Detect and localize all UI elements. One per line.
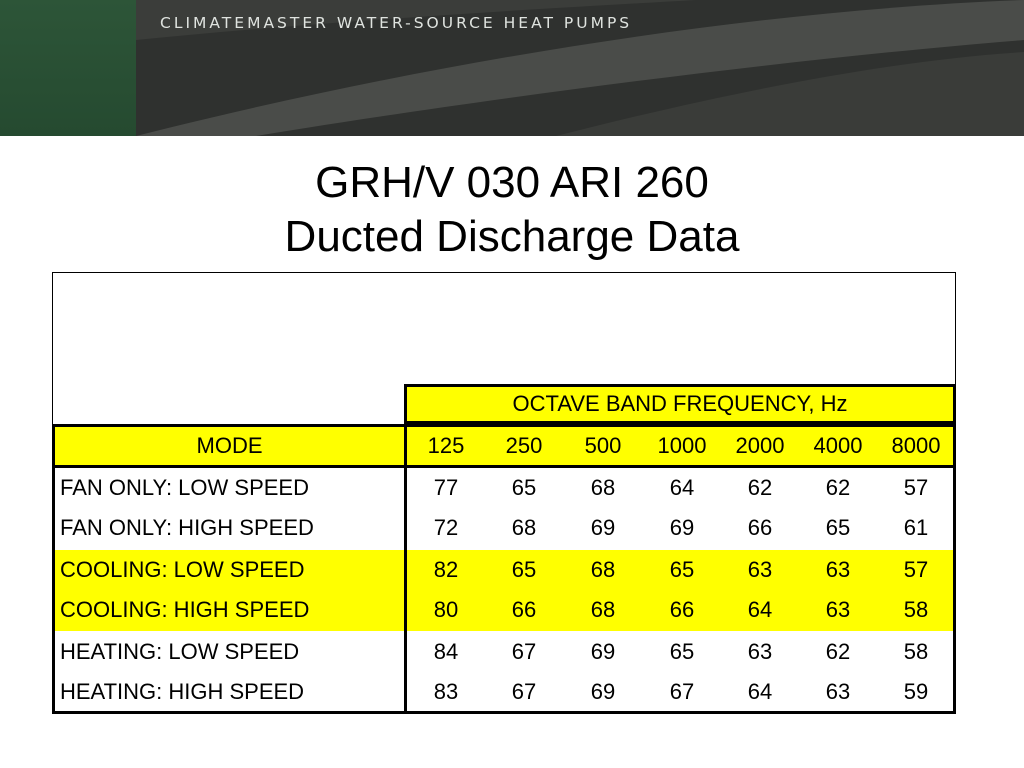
- table-right-border: [953, 384, 956, 714]
- value-cell: 63: [825, 557, 851, 582]
- frequency-header-cell: 8000: [891, 433, 941, 458]
- value-cell: 63: [747, 639, 773, 664]
- value-cell: 68: [590, 557, 616, 582]
- mode-label: FAN ONLY: HIGH SPEED: [60, 515, 314, 540]
- value-cell: 63: [825, 597, 851, 622]
- value-cell: 69: [590, 639, 616, 664]
- value-cell: 72: [433, 515, 459, 540]
- banner-company-text: CLIMATEMASTER WATER-SOURCE HEAT PUMPS: [160, 14, 633, 32]
- value-cell: 65: [669, 557, 695, 582]
- value-cell: 58: [903, 597, 929, 622]
- value-cell: 65: [511, 475, 537, 500]
- banner-green-block: [0, 0, 136, 136]
- value-cell: 66: [747, 515, 773, 540]
- value-cell: 64: [747, 679, 773, 704]
- mode-label: HEATING: HIGH SPEED: [60, 679, 305, 704]
- value-cell: 57: [903, 557, 929, 582]
- value-cell: 64: [669, 475, 695, 500]
- value-cell: 67: [669, 679, 695, 704]
- value-cell: 66: [511, 597, 537, 622]
- value-cell: 64: [747, 597, 773, 622]
- value-cell: 59: [903, 679, 929, 704]
- value-cell: 83: [433, 679, 459, 704]
- value-cell: 65: [669, 639, 695, 664]
- frequency-header-cell: 2000: [735, 433, 785, 458]
- frequency-header-cell: 250: [505, 433, 543, 458]
- value-cell: 77: [433, 475, 459, 500]
- mode-column-divider: [404, 424, 407, 714]
- mode-header: MODE: [196, 433, 263, 458]
- value-cell: 57: [903, 475, 929, 500]
- value-cell: 69: [590, 515, 616, 540]
- frequency-header-cell: 500: [584, 433, 622, 458]
- value-cell: 65: [511, 557, 537, 582]
- value-cell: 84: [433, 639, 459, 664]
- title-line-2: Ducted Discharge Data: [284, 212, 740, 261]
- frequency-group-header-text: OCTAVE BAND FREQUENCY, Hz: [512, 391, 848, 416]
- value-cell: 82: [433, 557, 459, 582]
- mode-label: FAN ONLY: LOW SPEED: [60, 475, 309, 500]
- value-cell: 58: [903, 639, 929, 664]
- frequency-header-cell: 1000: [657, 433, 707, 458]
- mode-label: COOLING: HIGH SPEED: [60, 597, 310, 622]
- value-cell: 80: [433, 597, 459, 622]
- frequency-header-cell: 4000: [813, 433, 863, 458]
- value-cell: 67: [511, 639, 537, 664]
- value-cell: 62: [825, 475, 851, 500]
- mode-label: HEATING: LOW SPEED: [60, 639, 300, 664]
- value-cell: 66: [669, 597, 695, 622]
- header-banner: [0, 0, 1024, 136]
- value-cell: 61: [903, 515, 929, 540]
- value-cell: 63: [747, 557, 773, 582]
- value-cell: 67: [511, 679, 537, 704]
- page-title: [0, 156, 1024, 264]
- value-cell: 68: [511, 515, 537, 540]
- value-cell: 68: [590, 597, 616, 622]
- value-cell: 63: [825, 679, 851, 704]
- value-cell: 65: [825, 515, 851, 540]
- value-cell: 62: [747, 475, 773, 500]
- value-cell: 62: [825, 639, 851, 664]
- frequency-header-cell: 125: [427, 433, 465, 458]
- mode-label: COOLING: LOW SPEED: [60, 557, 305, 582]
- value-cell: 69: [669, 515, 695, 540]
- title-line-1: GRH/V 030 ARI 260: [315, 158, 709, 207]
- value-cell: 69: [590, 679, 616, 704]
- value-cell: 68: [590, 475, 616, 500]
